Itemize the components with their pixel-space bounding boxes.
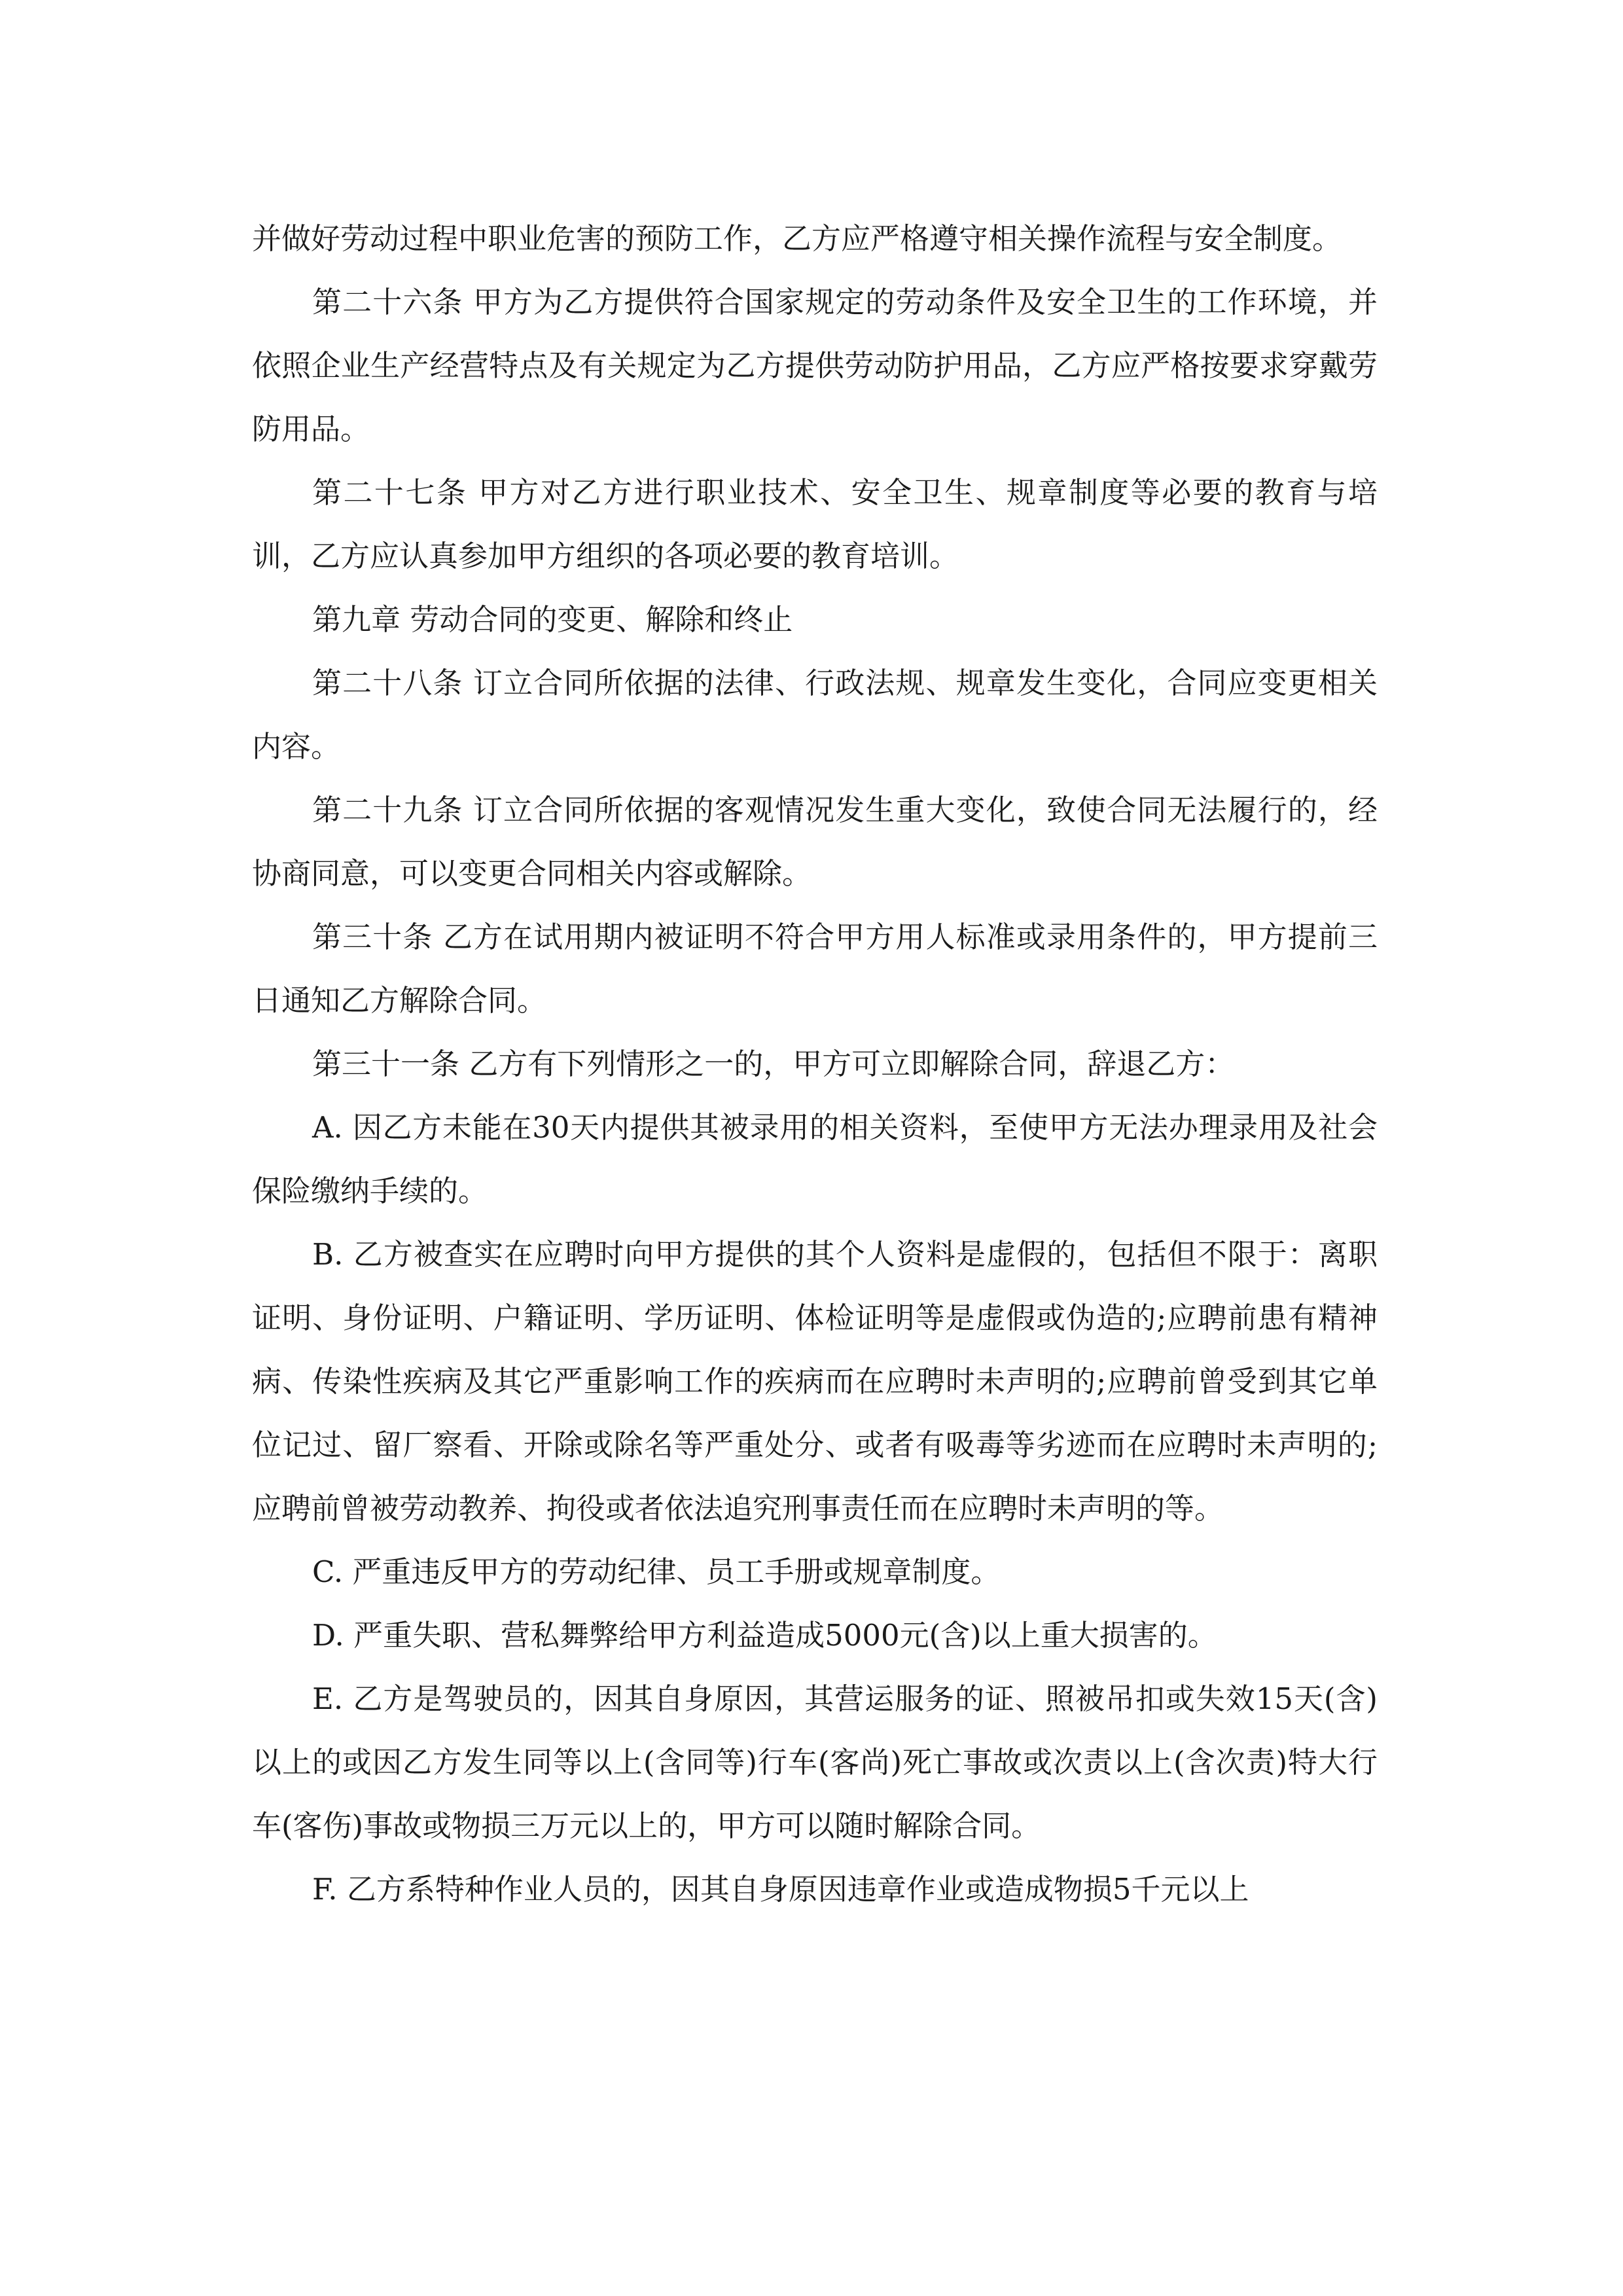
paragraph-continuation: 并做好劳动过程中职业危害的预防工作，乙方应严格遵守相关操作流程与安全制度。 [252,221,1342,256]
clause-c: C. 严重违反甲方的劳动纪律、员工手册或规章制度。 [312,1554,1001,1589]
clause-a: A. 因乙方未能在30天内提供其被录用的相关资料，至使甲方无法办理录用及社会保险缴纳手续的。 [252,1110,1378,1208]
clause-d: D. 严重失职、营私舞弊给甲方利益造成5000元(含)以上重大损害的。 [312,1618,1217,1653]
clause-f: F. 乙方系特种作业人员的，因其自身原因违章作业或造成物损5千元以上 [312,1872,1249,1907]
article-27: 第二十七条 甲方对乙方进行职业技术、安全卫生、规章制度等必要的教育与培训，乙方应认真参加甲方组织的各项必要的教育培训。 [252,475,1378,573]
article-28: 第二十八条 订立合同所依据的法律、行政法规、规章发生变化，合同应变更相关内容。 [252,666,1378,764]
document-body [252,207,1378,1921]
chapter-9-heading: 第九章 劳动合同的变更、解除和终止 [312,602,793,637]
article-31: 第三十一条 乙方有下列情形之一的，甲方可立即解除合同，辞退乙方： [312,1047,1235,1081]
article-26: 第二十六条 甲方为乙方提供符合国家规定的劳动条件及安全卫生的工作环境，并依照企业生产经营特点及有关规定为乙方提供劳动防护用品，乙方应严格按要求穿戴劳防用品。 [252,285,1378,446]
article-30: 第三十条 乙方在试用期内被证明不符合甲方用人标准或录用条件的，甲方提前三日通知乙方解除合同。 [252,920,1378,1018]
article-29: 第二十九条 订立合同所依据的客观情况发生重大变化，致使合同无法履行的，经协商同意，可以变更合同相关内容或解除。 [252,793,1378,891]
clause-b: B. 乙方被查实在应聘时向甲方提供的其个人资料是虚假的，包括但不限于：离职证明、身份证明、户籍证明、学历证明、体检证明等是虚假或伪造的;应聘前患有精神病、传染性疾病及其它严重影响工作的疾病而在应聘时未声明的;应聘前曾受到其它单位记过、留厂察看、开除或除名等严重处分、或者有吸毒等劣迹而在应聘时未声明的;应聘前曾被劳动教养、拘役或者依法追究刑事责任而在应聘时未声明的等。 [252,1237,1378,1526]
clause-e: E. 乙方是驾驶员的，因其自身原因，其营运服务的证、照被吊扣或失效15天(含)以上的或因乙方发生同等以上(含同等)行车(客尚)死亡事故或次责以上(含次责)特大行车(客伤)事故或物损三万元以上的，甲方可以随时解除合同。 [252,1681,1378,1843]
